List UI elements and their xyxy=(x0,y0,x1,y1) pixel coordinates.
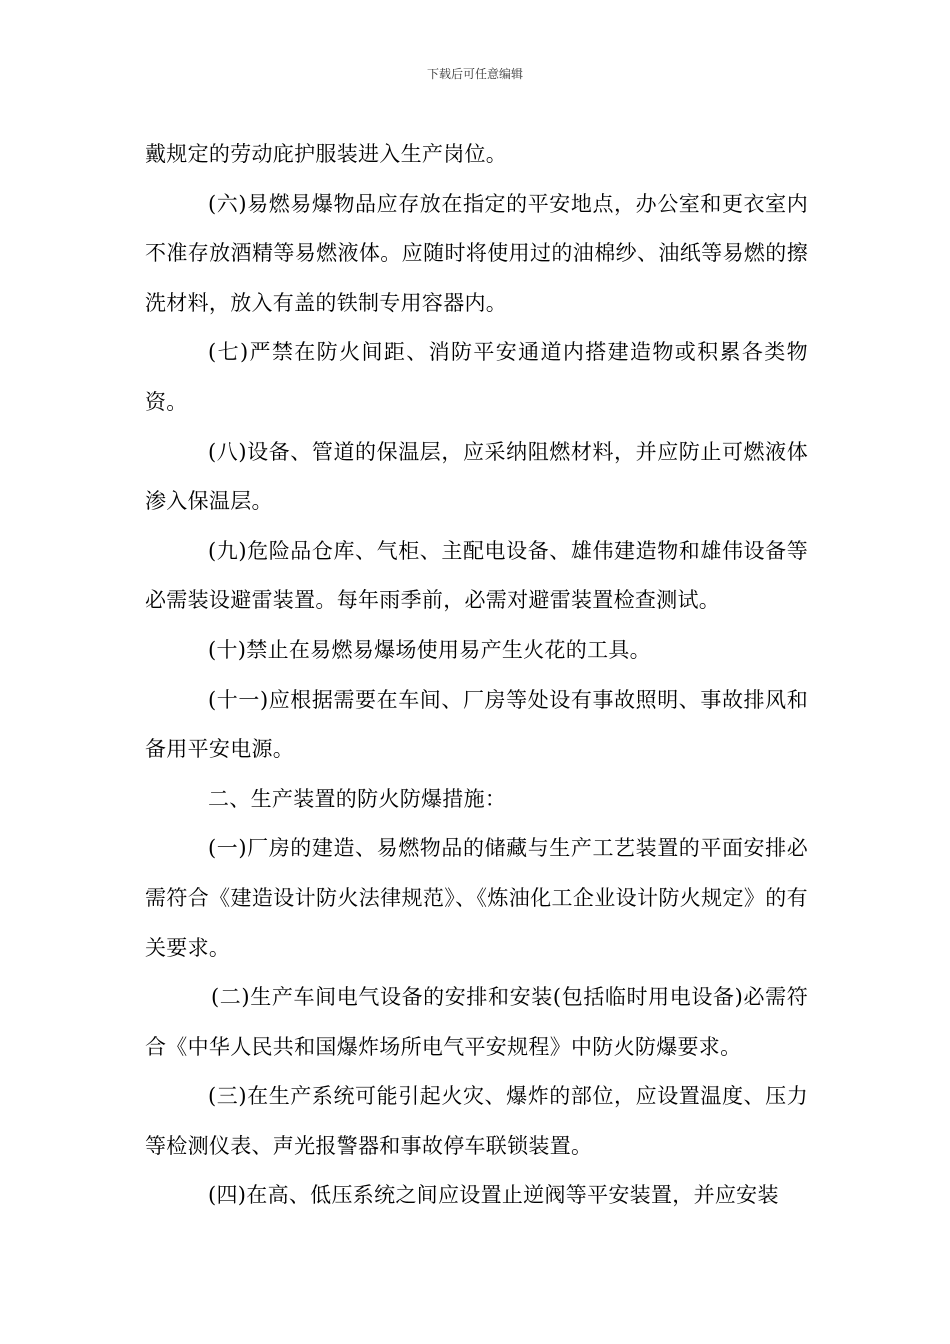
paragraph-section2-item-4: (四)在高、低压系统之间应设置止逆阀等平安装置，并应安装 xyxy=(208,1183,779,1208)
paragraph-section2-item-3: (三)在生产系统可能引起火灾、爆炸的部位，应设置温度、压力等检测仪表、声光报警器和事故停车联锁装置。 xyxy=(145,1084,808,1158)
paragraph-item-9: (九)危险品仓库、气柜、主配电设备、雄伟建造物和雄伟设备等必需装设避雷装置。每年雨季前，必需对避雷装置检查测试。 xyxy=(145,538,808,613)
paragraph-item-6: (六)易燃易爆物品应存放在指定的平安地点，办公室和更衣室内不准存放酒精等易燃液体。应随时将使用过的油棉纱、油纸等易燃的擦洗材料，放入有盖的铁制专用容器内。 xyxy=(145,191,808,315)
paragraph-section2-item-2: (二)生产车间电气设备的安排和安装(包括临时用电设备)必需符合《中华人民共和国爆炸场所电气平安规程》中防火防爆要求。 xyxy=(145,985,808,1059)
page-header: 下载后可任意编辑 xyxy=(426,67,523,81)
paragraph-item-11: (十一)应根据需要在车间、厂房等处设有事故照明、事故排风和备用平安电源。 xyxy=(145,687,808,762)
document-body xyxy=(145,130,808,1221)
paragraph-section2-item-1: (一)厂房的建造、易燃物品的储藏与生产工艺装置的平面安排必需符合《建造设计防火法律规范》、《炼油化工企业设计防火规定》的有关要求。 xyxy=(145,836,808,960)
section-heading-2: 二、生产装置的防火防爆措施： xyxy=(208,786,507,811)
paragraph-item-8: (八)设备、管道的保温层，应采纳阻燃材料，并应防止可燃液体渗入保温层。 xyxy=(145,439,808,514)
paragraph-continued: 戴规定的劳动庇护服装进入生产岗位。 xyxy=(145,142,508,166)
paragraph-item-7: (七)严禁在防火间距、消防平安通道内搭建造物或积累各类物资。 xyxy=(145,340,808,414)
paragraph-item-10: (十)禁止在易燃易爆场使用易产生火花的工具。 xyxy=(208,637,651,662)
